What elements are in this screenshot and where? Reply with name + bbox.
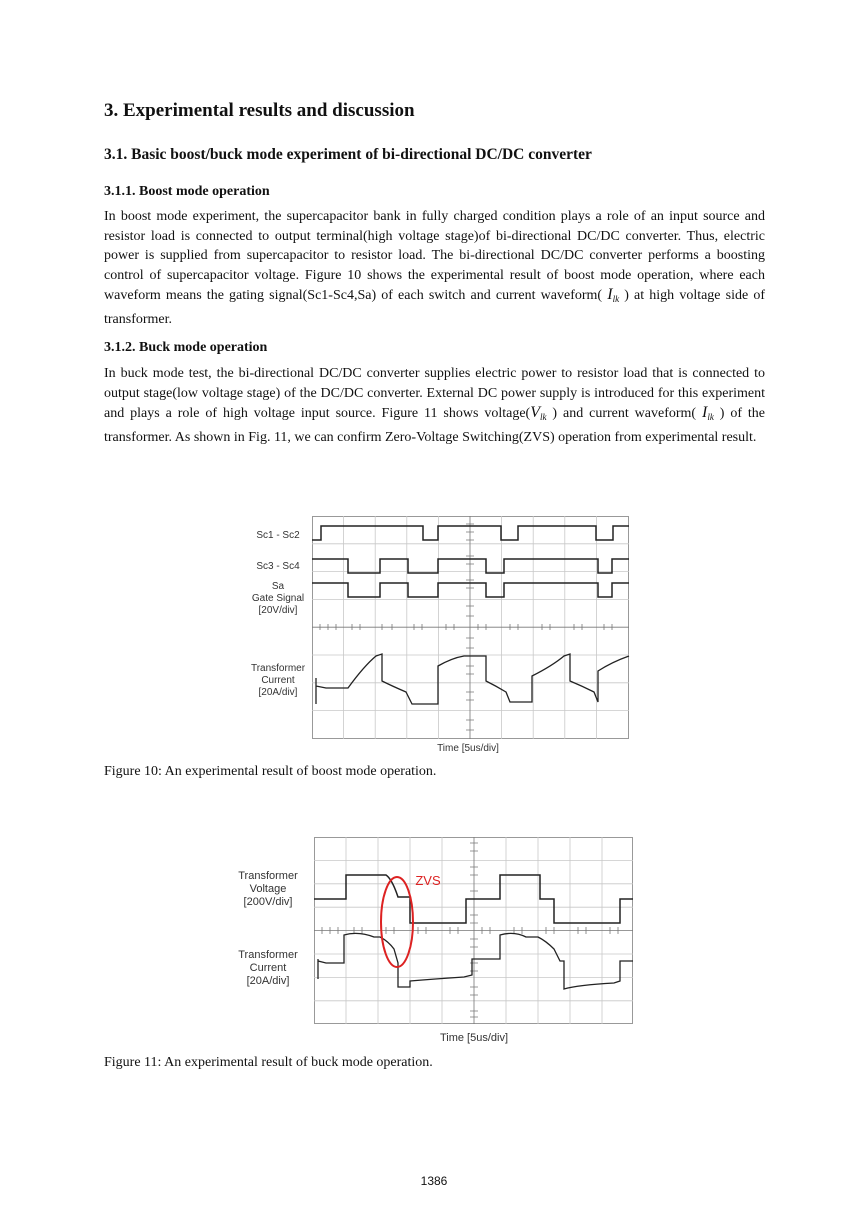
current-subscript: lk xyxy=(612,294,620,304)
section-title: 3. Experimental results and discussion xyxy=(104,100,415,121)
figure-10-caption: Figure 10: An experimental result of boost mode operation. xyxy=(104,764,437,779)
buck-text-1: In buck mode test, the bi-directional DC/DC converter supplies electric power to resistor load that is connected to output stage(low voltage stage) of the DC/DC converter. External DC power supply is introduced for this experiment and plays a role of high voltage input source. Figure 11 shows voltage( xyxy=(104,366,765,421)
buck-text-2: ) and current waveform( xyxy=(552,406,697,421)
voltage-symbol: V xyxy=(530,404,540,421)
current-symbol: I xyxy=(702,404,708,421)
fig11-label-voltage-line3: [200V/div] xyxy=(243,896,293,908)
fig10-time-label: Time [5us/div] xyxy=(437,743,499,754)
boost-paragraph xyxy=(104,207,765,329)
boost-text-main: In boost mode experiment, the supercapacitor bank in fully charged condition plays a role of an input source and resistor load is connected to output terminal(high voltage stage)of bi-directional DC/DC converter. Thus, electric power is supplied from supercapacitor to resistor load. The bi-directional DC/DC converter performs a boosting control of supercapacitor voltage. Figure 10 shows the experimental result of boost mode operation, where each waveform means the gating signal(Sc1-Sc4,Sa) of each switch and current waveform( xyxy=(104,209,765,303)
fig10-label-sa-line3: [20V/div] xyxy=(258,605,298,616)
zvs-label: ZVS xyxy=(415,873,441,888)
boost-heading: 3.1.1. Boost mode operation xyxy=(104,184,270,199)
fig10-label-current-line2: Current xyxy=(261,675,295,686)
fig10-label-sc34: Sc3 - Sc4 xyxy=(256,561,300,572)
fig11-label-current-line3: [20A/div] xyxy=(246,975,290,987)
fig11-label-voltage-line2: Voltage xyxy=(249,883,287,895)
voltage-subscript: lk xyxy=(539,412,547,422)
fig10-label-sa-line1: Sa xyxy=(271,581,285,592)
subsection-title: 3.1. Basic boost/buck mode experiment of bi-directional DC/DC converter xyxy=(104,146,592,163)
fig11-label-voltage-line1: Transformer xyxy=(238,870,298,882)
fig10-oscilloscope-plot xyxy=(312,516,630,740)
fig11-label-current-line1: Transformer xyxy=(238,949,298,961)
buck-heading: 3.1.2. Buck mode operation xyxy=(104,340,268,355)
fig11-oscilloscope-plot xyxy=(314,837,634,1025)
buck-paragraph xyxy=(104,364,765,447)
fig11-label-voltage xyxy=(228,870,308,909)
current-symbol: I xyxy=(607,286,613,303)
fig11-label-current xyxy=(228,949,308,988)
fig10-label-current-line1: Transformer xyxy=(250,663,306,674)
fig10-label-sa-line2: Gate Signal xyxy=(251,593,305,604)
fig11-time-label: Time [5us/div] xyxy=(439,1032,509,1044)
current-subscript: lk xyxy=(707,412,714,422)
fig10-label-current xyxy=(238,663,318,699)
fig11-label-current-line2: Current xyxy=(249,962,287,974)
page-number: 1386 xyxy=(420,1174,448,1188)
buck-text-3: ) of the transformer. As shown in Fig. 11, we can confirm Zero-Voltage Switching(ZVS) operation from experimental result. xyxy=(104,406,766,445)
fig10-label-current-line3: [20A/div] xyxy=(258,687,298,698)
fig10-label-sc12: Sc1 - Sc2 xyxy=(256,530,300,541)
figure-11-caption: Figure 11: An experimental result of buck mode operation. xyxy=(104,1055,433,1070)
boost-text-end: ) at high voltage side of transformer. xyxy=(104,288,766,327)
fig10-label-sa xyxy=(238,581,318,617)
